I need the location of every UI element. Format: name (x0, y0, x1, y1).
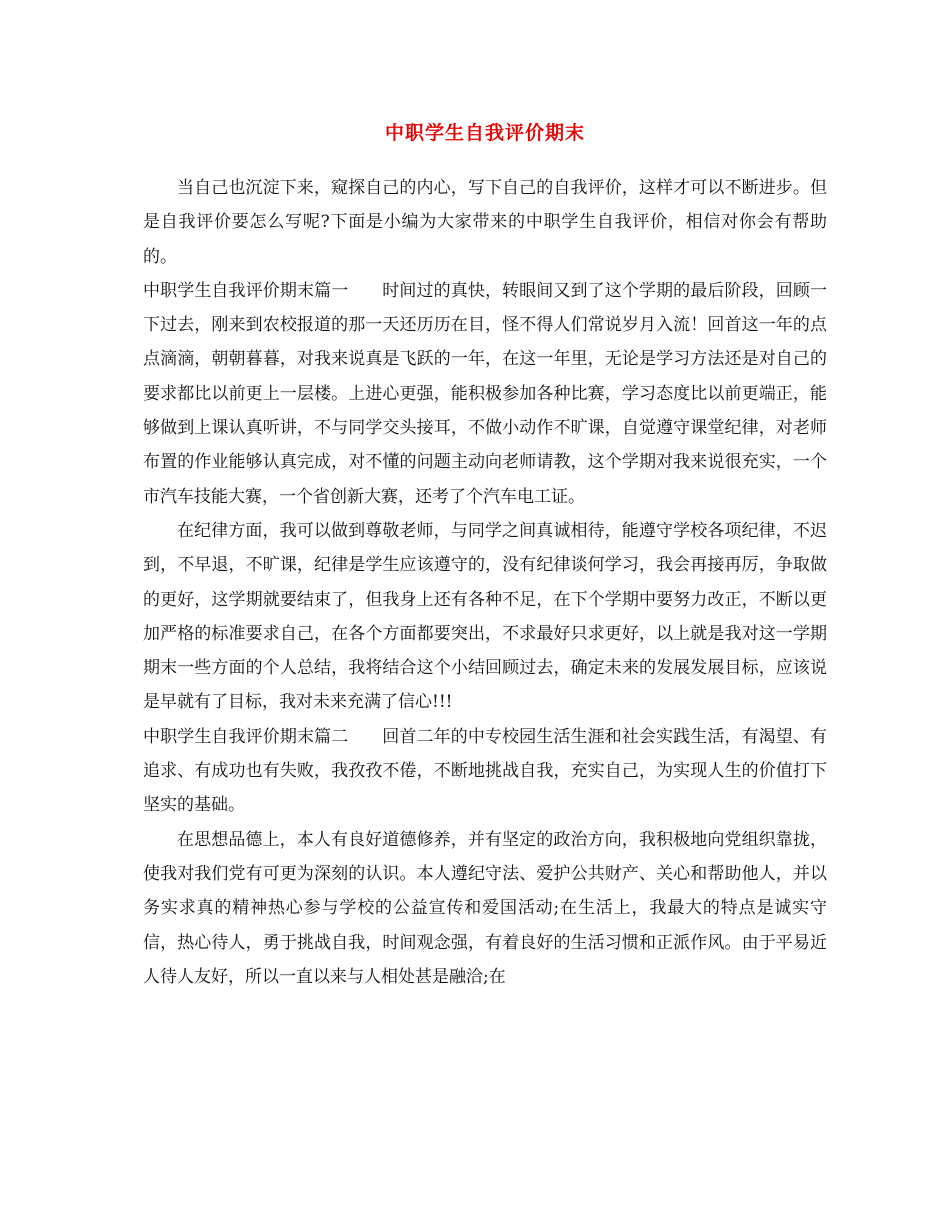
section2-body: 回首二年的中专校园生活生涯和社会实践生活，有渴望、有追求、有成功也有失败，我孜孜不倦，不断地挑战自我，充实自己，为实现人生的价值打下坚实的基础。 (143, 726, 827, 816)
section1-heading: 中职学生自我评价期末篇一 (143, 280, 349, 301)
section1-discipline-paragraph: 在纪律方面，我可以做到尊敬老师，与同学之间真诚相待，能遵守学校各项纪律，不迟到，不早退，不旷课，纪律是学生应该遵守的，没有纪律谈何学习，我会再接再厉，争取做的更好，这学期就要结束了，但我身上还有各种不足，在下个学期中要努力改正，不断以更加严格的标准要求自己，在各个方面都要突出，不求最好只求更好，以上就是我对这一学期期末一些方面的个人总结，我将结合这个小结回顾过去，确定未来的发展发展目标，应该说是早就有了目标，我对未来充满了信心!!! (143, 520, 827, 713)
document-page (143, 118, 827, 994)
section2-ethics-paragraph: 在思想品德上，本人有良好道德修养，并有坚定的政治方向，我积极地向党组织靠拢，使我对我们党有可更为深刻的认识。本人遵纪守法、爱护公共财产、关心和帮助他人，并以务实求真的精神热心参与学校的公益宣传和爱国活动;在生活上，我最大的特点是诚实守信，热心待人，勇于挑战自我，时间观念强，有着良好的生活习惯和正派作风。由于平易近人待人友好，所以一直以来与人相处甚是融洽;在 (143, 829, 827, 987)
section2-paragraph (143, 720, 827, 823)
section1-body: 时间过的真快，转眼间又到了这个学期的最后阶段，回顾一下过去，刚来到农校报道的那一天还历历在目，怪不得人们常说岁月入流！回首这一年的点点滴滴，朝朝暮暮，对我来说真是飞跃的一年，在这一年里，无论是学习方法还是对自己的要求都比以前更上一层楼。上进心更强，能积极参加各种比赛，学习态度比以前更端正，能够做到上课认真听讲，不与同学交头接耳，不做小动作不旷课，自觉遵守课堂纪律，对老师布置的作业能够认真完成，对不懂的问题主动向老师请教，这个学期对我来说很充实，一个市汽车技能大赛，一个省创新大赛，还考了个汽车电工证。 (143, 280, 827, 507)
section2-heading: 中职学生自我评价期末篇二 (143, 726, 349, 747)
intro-paragraph: 当自己也沉淀下来，窥探自己的内心，写下自己的自我评价，这样才可以不断进步。但是自我评价要怎么写呢?下面是小编为大家带来的中职学生自我评价，相信对你会有帮助的。 (143, 178, 827, 267)
section1-paragraph (143, 274, 827, 514)
document-title: 中职学生自我评价期末 (384, 122, 585, 144)
